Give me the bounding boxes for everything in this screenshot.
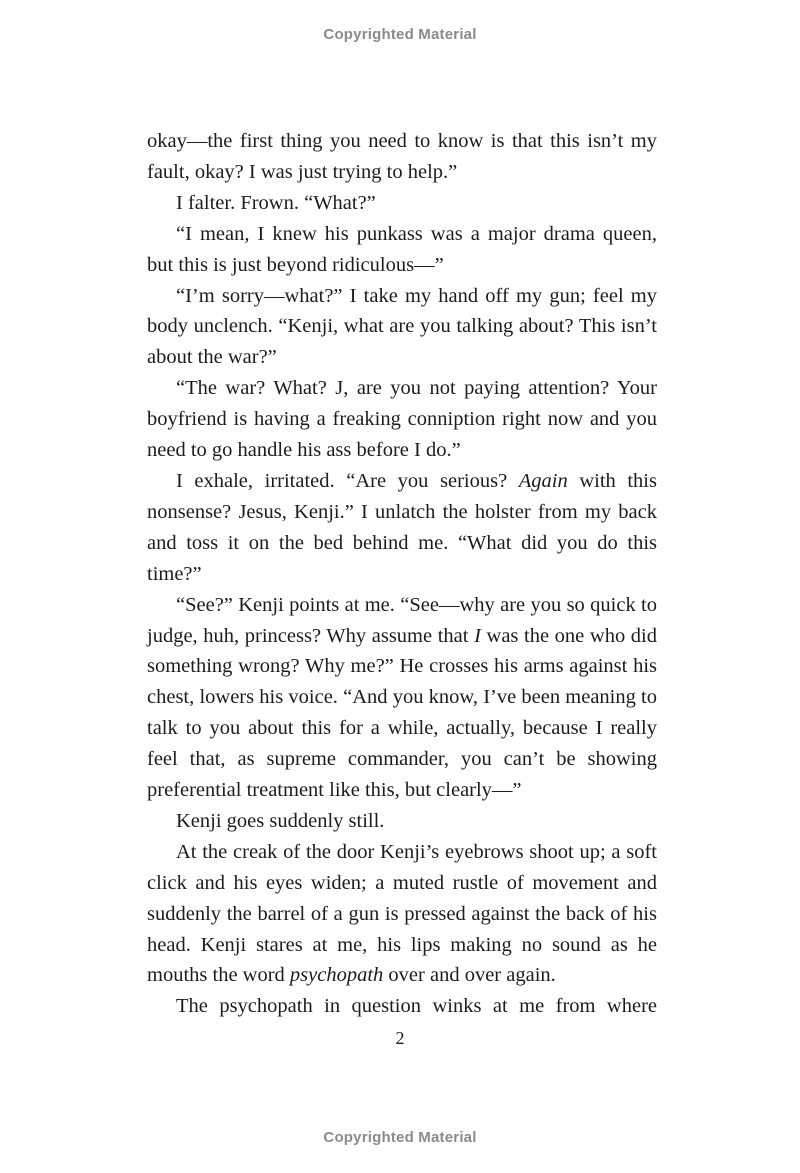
text-run: At the creak of the door Kenji’s eyebrows shoot up; a soft click and his eyes widen; a muted rustle of movement and suddenly the barrel of a gun is pressed against the back of his head. Kenji stares at me, his lips making no sound as he mouths the word — [147, 840, 657, 987]
paragraph — [147, 466, 657, 590]
paragraph — [147, 590, 657, 806]
paragraph: I falter. Frown. “What?” — [176, 191, 376, 214]
italic-run: Again — [518, 469, 568, 492]
paragraph: Kenji goes suddenly still. — [176, 809, 385, 832]
body-text — [147, 126, 657, 1022]
paragraph — [147, 837, 657, 992]
copyright-footer: Copyrighted Material — [323, 1129, 477, 1146]
text-run: over and over again. — [383, 964, 556, 987]
page-number: 2 — [395, 1028, 405, 1048]
text-run: with this nonsense? Jesus, Kenji.” I unlatch the holster from my back and toss it on the bed behind me. “What did you do this time?” — [147, 469, 657, 585]
copyright-header: Copyrighted Material — [323, 26, 477, 43]
text-run: “See?” Kenji points at me. “See—why are you so quick to judge, huh, princess? Why assume that — [147, 593, 657, 647]
paragraph: “I’m sorry—what?” I take my hand off my gun; feel my body unclench. “Kenji, what are you talking about? This isn’t about the war?” — [147, 284, 657, 369]
paragraph: “The war? What? J, are you not paying attention? Your boyfriend is having a freaking conniption right now and you need to go handle his ass before I do.” — [147, 377, 657, 462]
italic-run: I — [474, 624, 481, 647]
italic-run: psychopath — [289, 964, 384, 987]
text-run: I exhale, irritated. “Are you serious? — [176, 469, 519, 492]
paragraph: “I mean, I knew his punkass was a major drama queen, but this is just beyond ridiculous—” — [147, 222, 657, 276]
text-run: was the one who did something wrong? Why me?” He crosses his arms against his chest, lowers his voice. “And you know, I’ve been meaning to talk to you about this for a while, actually, because I really feel that, as supreme commander, you can’t be showing preferential treatment like this, but clearly—” — [147, 624, 657, 802]
paragraph: okay—the first thing you need to know is that this isn’t my fault, okay? I was just trying to help.” — [147, 130, 657, 183]
paragraph: The psychopath in question winks at me from where — [176, 995, 657, 1018]
